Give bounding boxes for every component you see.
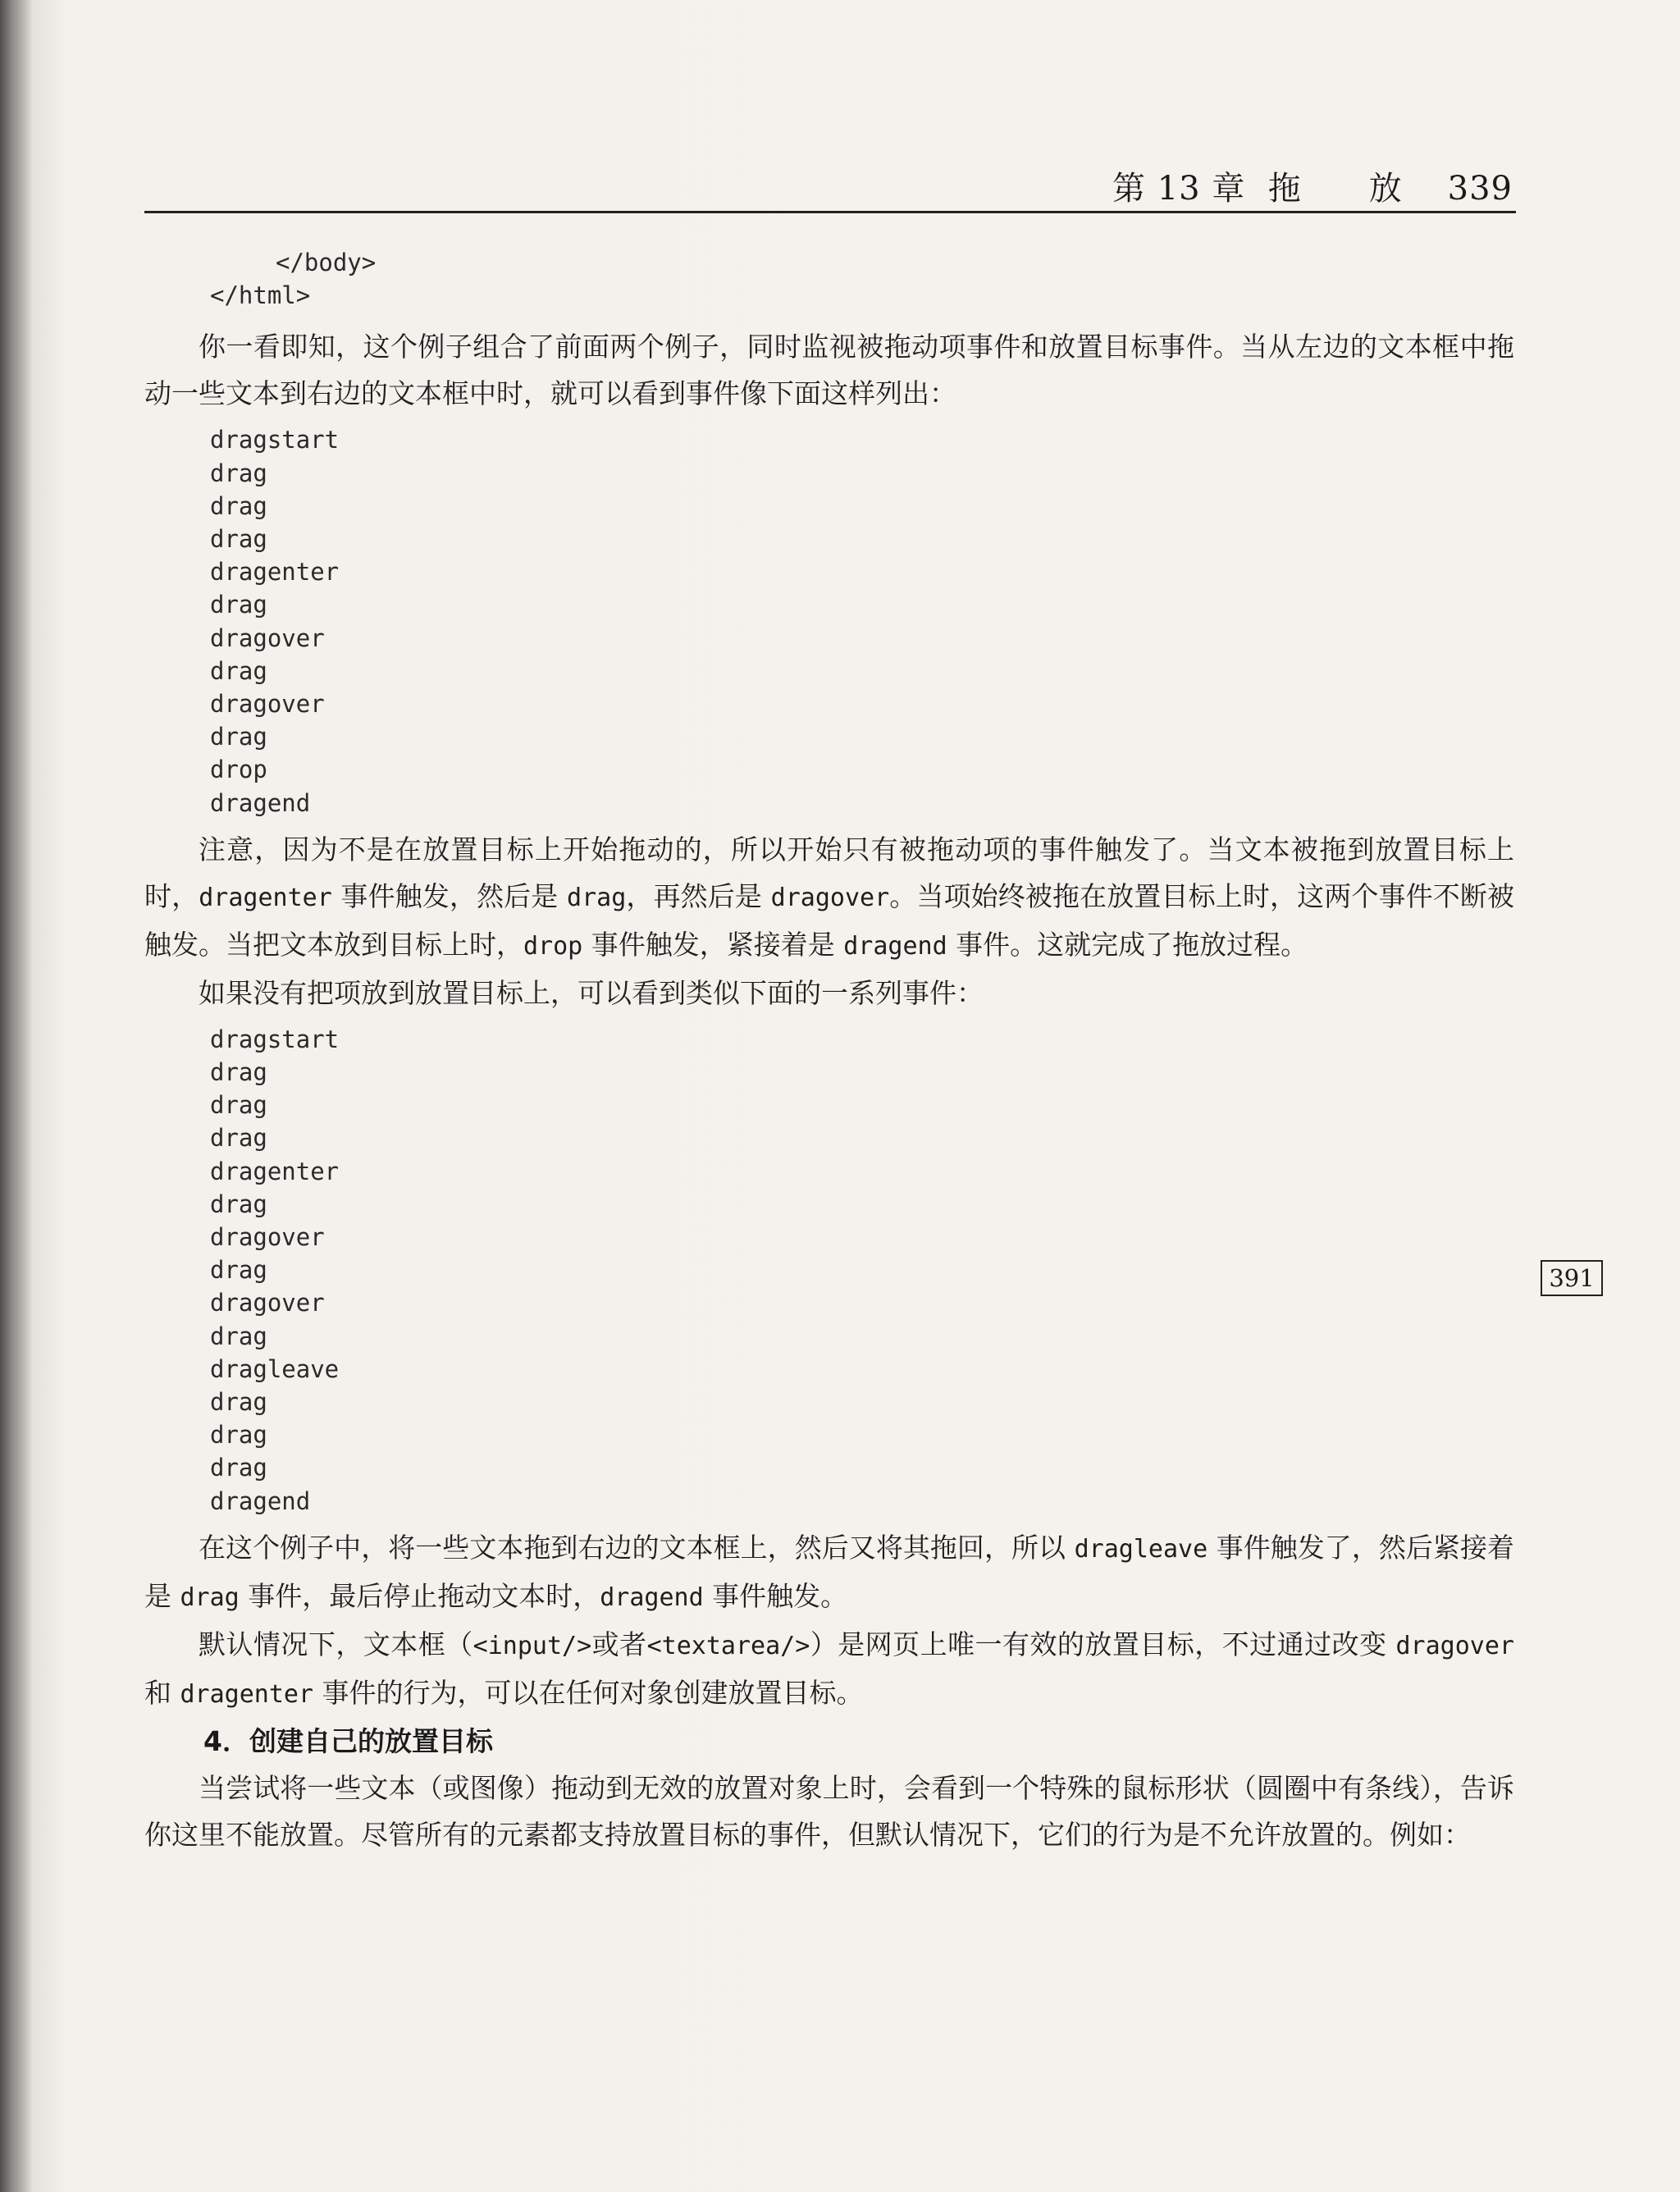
code-line-html-close: </html>	[210, 281, 311, 310]
event-list-no-drop: dragstart drag drag drag dragenter drag dragover drag dragover drag dragleave drag drag drag dragend	[210, 1025, 340, 1515]
code-html-end	[210, 246, 1514, 312]
section-heading: 4．创建自己的放置目标	[203, 1724, 493, 1757]
paragraph-note: 注意，因为不是在放置目标上开始拖动的，所以开始只有被拖动项的事件触发了。当文本被拖到放置目标上时，dragenter 事件触发，然后是 drag，再然后是 dragover。当项始终被拖在放置目标上时，这两个事件不断被触发。当把文本放到目标上时，drop 事件触发，紧接着是 dragend 事件。这就完成了拖放过程。	[144, 833, 1514, 961]
paragraph-dragleave: 在这个例子中，将一些文本拖到右边的文本框上，然后又将其拖回，所以 dragleave 事件触发了，然后紧接着是 drag 事件，最后停止拖动文本时，dragend 事件触发。	[144, 1531, 1514, 1612]
spine-shadow	[0, 0, 33, 2192]
header-page-number: 339	[1447, 170, 1513, 208]
paragraph-custom-target: 当尝试将一些文本（或图像）拖动到无效的放置对象上时，会看到一个特殊的鼠标形状（圆圈中有条线），告诉你这里不能放置。尽管所有的元素都支持放置目标的事件，但默认情况下，它们的行为是不允许放置的。例如：	[144, 1771, 1514, 1851]
paragraph-intro: 你一看即知，这个例子组合了前面两个例子，同时监视被拖动项事件和放置目标事件。当从左边的文本框中拖动一些文本到右边的文本框中时，就可以看到事件像下面这样列出：	[144, 331, 1514, 410]
event-list-drop: dragstart drag drag drag dragenter drag dragover drag dragover drag drop dragend	[210, 426, 340, 817]
page-body	[144, 246, 1514, 1858]
paragraph-default-targets: 默认情况下，文本框（<input/>或者<textarea/>）是网页上唯一有效的放置目标，不过通过改变 dragover 和 dragenter 事件的行为，可以在任何对象创建放置目标。	[144, 1628, 1514, 1709]
paragraph-no-drop: 如果没有把项放到放置目标上，可以看到类似下面的一系列事件：	[199, 976, 984, 1009]
header-chapter: 第 13 章	[1112, 170, 1246, 208]
running-header	[144, 154, 1516, 213]
original-page-number-box: 391	[1541, 1260, 1603, 1296]
code-line-body-close: </body>	[276, 249, 377, 276]
header-rule	[144, 211, 1516, 213]
header-text	[1112, 162, 1513, 209]
header-chapter-title: 拖 放	[1267, 170, 1403, 208]
